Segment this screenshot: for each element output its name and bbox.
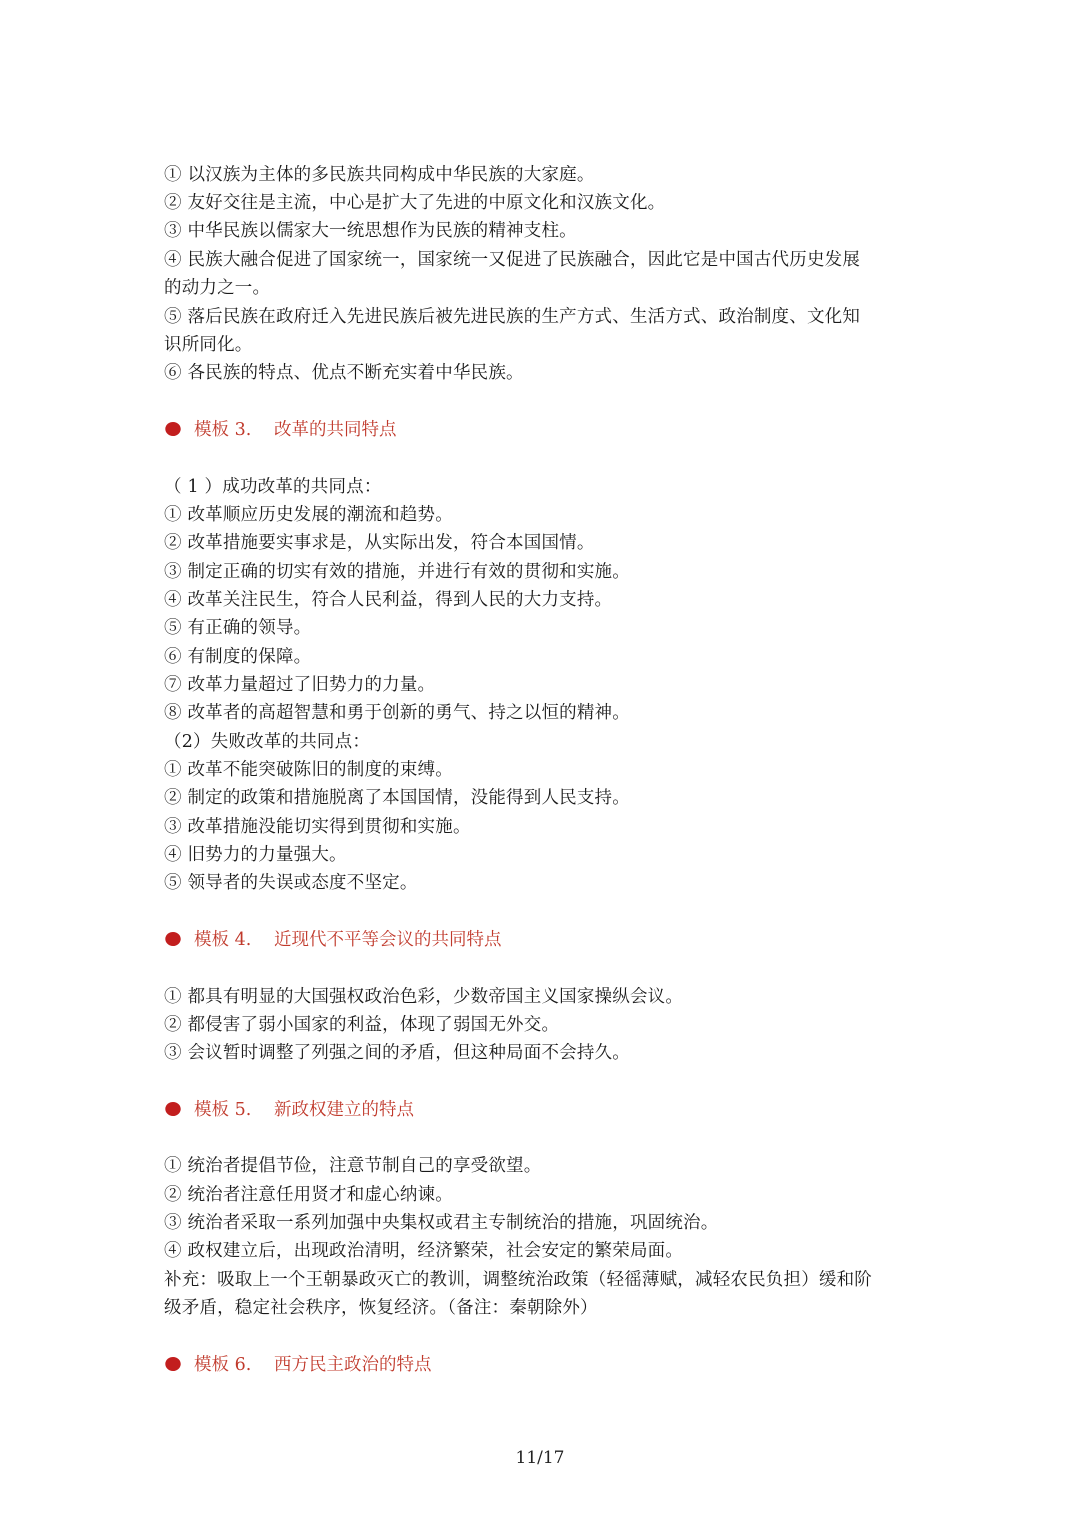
red-dot-icon [163,1355,183,1373]
red-dot-icon [163,930,183,948]
list-item: ② 改革措施要实事求是，从实际出发，符合本国国情。 [164,533,595,553]
list-item: ③ 会议暂时调整了列强之间的矛盾，但这种局面不会持久。 [164,1043,630,1063]
list-item: ⑤ 领导者的失误或态度不坚定。 [164,873,418,893]
list-item: ③ 中华民族以儒家大一统思想作为民族的精神支柱。 [164,221,577,241]
list-item: ④ 民族大融合促进了国家统一，国家统一又促进了民族融合，因此它是中国古代历史发展 [164,250,861,270]
list-item: ② 统治者注意任用贤才和虚心纳谏。 [164,1185,453,1205]
list-item: ① 改革不能突破陈旧的制度的束缚。 [164,760,453,780]
list-item: ② 都侵害了弱小国家的利益，体现了弱国无外交。 [164,1015,560,1035]
list-item: ⑦ 改革力量超过了旧势力的力量。 [164,675,436,695]
supplement-note-continuation: 级矛盾，稳定社会秩序，恢复经济。（备注：秦朝除外） [164,1298,598,1318]
template-title: 新政权建立的特点 [274,1100,414,1120]
subheading: （2）失败改革的共同点： [164,732,371,752]
list-item-continuation: 识所同化。 [164,335,253,355]
template-title: 西方民主政治的特点 [274,1355,432,1375]
red-dot-icon [163,420,183,438]
list-item: ① 改革顺应历史发展的潮流和趋势。 [164,505,453,525]
list-item: ⑤ 落后民族在政府迁入先进民族后被先进民族的生产方式、生活方式、政治制度、文化知 [164,307,861,327]
list-item: ⑤ 有正确的领导。 [164,618,312,638]
list-item: ① 以汉族为主体的多民族共同构成中华民族的大家庭。 [164,165,595,185]
page-number: 11/17 [515,1448,565,1468]
list-item: ⑥ 有制度的保障。 [164,647,312,667]
list-item: ③ 统治者采取一系列加强中央集权或君主专制统治的措施，巩固统治。 [164,1213,719,1233]
template-number: 模板 4. [194,930,252,950]
list-item: ④ 改革关注民生，符合人民利益，得到人民的大力支持。 [164,590,613,610]
section-heading-template-6 [164,1351,924,1379]
red-dot-icon [163,1100,183,1118]
list-item: ④ 政权建立后，出现政治清明，经济繁荣，社会安定的繁荣局面。 [164,1241,684,1261]
list-item: ③ 制定正确的切实有效的措施，并进行有效的贯彻和实施。 [164,562,630,582]
template-number: 模板 5. [194,1100,252,1120]
template-number: 模板 6. [194,1355,252,1375]
template-title: 改革的共同特点 [274,420,397,440]
list-item: ② 友好交往是主流，中心是扩大了先进的中原文化和汉族文化。 [164,193,666,213]
subheading: （ 1 ）成功改革的共同点： [164,477,382,497]
list-item: ① 统治者提倡节俭，注意节制自己的享受欲望。 [164,1156,542,1176]
supplement-note: 补充：吸取上一个王朝暴政灭亡的教训，调整统治政策（轻徭薄赋，减轻农民负担）缓和阶 [164,1270,872,1290]
section-heading-template-4 [164,926,924,954]
template-number: 模板 3. [194,420,252,440]
list-item: ⑥ 各民族的特点、优点不断充实着中华民族。 [164,363,524,383]
template-title: 近现代不平等会议的共同特点 [274,930,502,950]
list-item: ② 制定的政策和措施脱离了本国国情，没能得到人民支持。 [164,788,630,808]
section-heading-template-5 [164,1096,924,1124]
list-item: ⑧ 改革者的高超智慧和勇于创新的勇气、持之以恒的精神。 [164,703,630,723]
list-item: ③ 改革措施没能切实得到贯彻和实施。 [164,817,471,837]
list-item: ① 都具有明显的大国强权政治色彩，少数帝国主义国家操纵会议。 [164,987,684,1007]
list-item-continuation: 的动力之一。 [164,278,271,298]
list-item: ④ 旧势力的力量强大。 [164,845,347,865]
section-heading-template-3 [164,416,924,444]
